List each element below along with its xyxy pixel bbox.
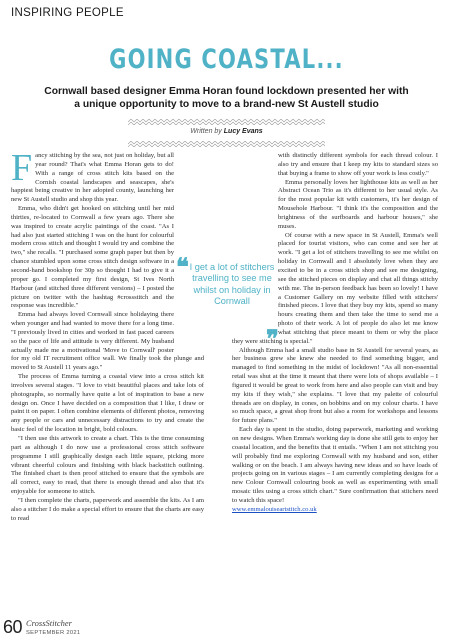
standfirst: Cornwall based designer Emma Horan found lockdown presented her with a unique opportunity to move to a brand-new St Austell studio <box>44 86 409 110</box>
article-paragraph: "I then complete the charts, paperwork and assemble the kits. As I am also a stitcher I do make a special effort to ensure that the charts are easy to read <box>11 496 204 522</box>
drop-cap: F <box>11 152 33 189</box>
close-quote-icon: ❞ <box>266 327 279 353</box>
article-paragraph: with distinctly different symbols for each thread colour. I also try and ensure that I keep my kits to standard sizes so that buying a frame to show off your work is less costly." <box>278 152 438 177</box>
zigzag-divider-bottom <box>128 141 325 147</box>
article-paragraph: Emma, who didn't get hooked on stitching until her mid thirties, re-located to Cornwall a few years ago. There she was inspired to create acrylic paintings of the coast. "As I had also just started stitching I was on the hunt for colourful modern cross stitch and thought I would try and combine the two," she recalls. "I purchased some graph paper but then by chance stumbled upon some cross stitch design software in a second-hand bookshop for 30p so thought I had to give it a proper go. I completed my first design, St Ives North Harbour (and stitched three different versions) – I posted the picture on twitter with the hashtag #crossstitch and the response was incredible." <box>11 205 174 310</box>
pull-quote: I get a lot of stitchers travelling to see me whilst on holiday in Cornwall <box>189 262 275 306</box>
issue-date: SEPTEMBER 2021 <box>26 630 81 636</box>
article-paragraph: "I then use this artwork to create a chart. This is the time consuming part as although I do now use a professional cross stitch software programme I still graphically design each little square, picking more vibrant cheerful colours and finishing with black backstitch outlining. The finished chart is then proof stitched to ensure that the symbols are all correct, easy to read, that there is enough thread and also that it's enjoyable for someone to stitch. <box>11 435 204 496</box>
byline-prefix: Written by <box>190 128 222 135</box>
article-paragraph: Fancy stitching by the sea, not just on holiday, but all year round? That's what Emma Horan gets to do! With a range of cross stitch kits based on the Cornish coastal landscapes and seascapes, she's happiest being creative in her adopted county, launching her new St Austell studio and shop this year. <box>11 152 174 204</box>
article-paragraph: Emma personally loves her lighthouse kits as well as her Abstract Ocean Trio as it's different to her usual style. As for the most popular kit with customers, it's her design of Mousehole Harbour. "I think it's the composition and the brightness of the surfboards and harbour houses," she muses. <box>278 178 438 230</box>
magazine-name: CrossStitcher <box>26 618 72 628</box>
page-number: 60 <box>3 617 23 637</box>
article-column-left <box>11 152 204 614</box>
article-paragraph: The process of Emma turning a coastal view into a cross stitch kit involves several stages. "I love to visit beautiful places and take lots of photographs, so normally have quite a lot of inspiration to base a new design on. Once I have decided on a composition that I like, I draw or paint it on paper. I often combine elements of different photos, removing any people or cars and unnecessary distractions to try and create the basic feel of the location in bright, bold colours. <box>11 373 204 434</box>
byline-author: Lucy Evans <box>223 128 263 135</box>
article-paragraph: Although Emma had a small studio base in St Austell for several years, as her business grew she knew she needed to find something bigger, and managed to find something in the midst of lockdown! "As all non-essential retail was shut at the time it meant that there were lots of shops available – I figured it would be great to work from here and also people can visit and buy my kits if they wish," she explains. "I love that my palette of colourful threads are on display, in cones, on bobbins and on my colour charts. I have so much space, a great shop front but also a room for workshops and lessons for future plans." <box>232 346 438 425</box>
open-quote-icon: ❝ <box>176 255 189 281</box>
website-paragraph <box>232 506 438 515</box>
article-column-right <box>232 152 438 614</box>
byline <box>0 128 453 135</box>
article-paragraph: Emma had always loved Cornwall since holidaying there when younger and had wanted to move there for a long time. "I previously lived in cities and worked in fast paced careers so the pace of life and attitude is very different. My husband actually made me a motivational 'Move to Cornwall' poster for my old IT recruitment office wall. We finally took the plunge and moved to St Austell 11 years ago." <box>11 311 204 372</box>
article-title: GOING COASTAL... <box>109 44 344 75</box>
website-link[interactable]: www.emmalouiseartstitch.co.uk <box>232 505 317 513</box>
section-label: INSPIRING PEOPLE <box>11 7 124 19</box>
article-paragraph: Each day is spent in the studio, doing paperwork, marketing and working on new designs. When Emma's working day is done she still gets to enjoy her coastal location, and the benefits that it entails. "When I am not stitching you will probably find me exploring Cornwall with my husband and son, either walking or on the beach. I am always having new ideas and so have loads of projects going on in various stages – I am currently completing designs for a new Colour Cornwall colouring book as well as experimenting with small mosaic tiles using a cross stitch chart." Sure confirmation that stitchers need to watch this space! <box>232 426 438 504</box>
zigzag-divider-top <box>128 119 325 125</box>
article-paragraph: Of course with a new space in St Austell, Emma's well placed for tourist visitors, who can come and see her at work. "I get a lot of stitchers travelling to see me whilst on holiday in Cornwall and I absolutely love when they are excited to be in a cross stitch shop and see me designing, see the stitched pieces on display and chat all things stitchy with me. The in-person feedback has been so lovely! I have a Customer Gallery on my website filled with stitchers' finished pieces. I love that they buy my kits, spend so many hours creating them and then take the time to send me a photo of their work. A lot of people do also let me know what stitching that piece meant to them or why the place they were stitching is special." <box>232 231 438 345</box>
